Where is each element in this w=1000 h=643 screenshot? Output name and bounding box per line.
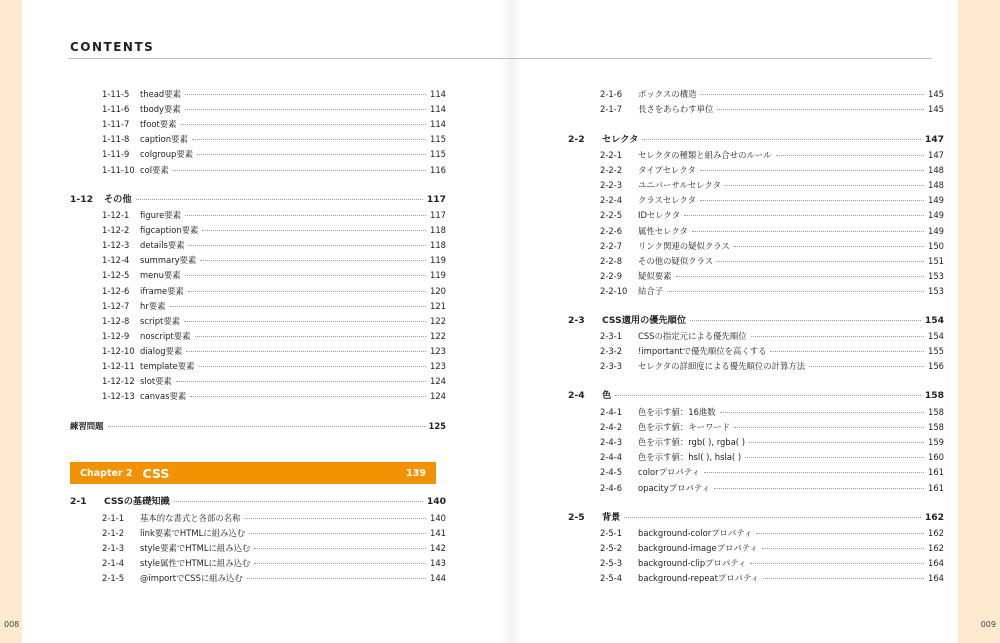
dot-leader [136, 199, 423, 200]
toc-number: 1-12-10 [102, 345, 135, 356]
toc-page: 153 [928, 285, 944, 296]
dot-leader [174, 501, 423, 502]
toc-entry [568, 88, 944, 100]
toc-page: 158 [928, 422, 944, 433]
dot-leader [745, 457, 924, 458]
toc-entry [70, 512, 446, 524]
dot-leader [197, 154, 426, 155]
toc-section-entry [70, 194, 446, 206]
toc-number: 2-2-2 [600, 165, 623, 176]
toc-title: タイプセレクタ [638, 165, 696, 176]
toc-number: 1-11-6 [102, 104, 130, 115]
toc-title: セレクタの詳細度による優先順位の計算方法 [638, 361, 806, 372]
dot-leader [188, 291, 426, 292]
toc-page: 149 [928, 195, 944, 206]
toc-title: ボックスの構造 [638, 89, 697, 99]
toc-number: 2-3 [568, 315, 585, 326]
toc-title: slot要素 [140, 376, 172, 387]
toc-title: 背景 [602, 512, 621, 523]
dot-leader [700, 170, 924, 171]
toc-page: 155 [928, 346, 944, 357]
toc-entry [568, 572, 944, 584]
toc-number: 2-2-4 [600, 195, 623, 206]
toc-title: colgroup要素 [140, 149, 194, 160]
toc-number: 2-1-7 [600, 104, 623, 115]
toc-title: thead要素 [140, 89, 181, 99]
toc-title: colorプロパティ [638, 467, 700, 478]
toc-title: 結合子 [638, 285, 664, 296]
toc-page: 145 [928, 89, 944, 99]
dot-leader [245, 518, 427, 519]
dot-leader [186, 351, 426, 352]
toc-number: 2-2-1 [600, 150, 623, 160]
toc-title: 疑似要素 [638, 270, 672, 281]
toc-page: 123 [430, 361, 446, 371]
dot-leader [704, 472, 924, 473]
toc-entry [568, 436, 944, 448]
toc-number: 1-12-9 [102, 330, 130, 341]
toc-number: 2-1-2 [102, 528, 125, 539]
toc-title: background-repeatプロパティ [638, 573, 760, 584]
toc-number: 2-2-3 [600, 180, 623, 191]
dot-leader [770, 351, 924, 352]
chapter-banner [70, 462, 436, 484]
toc-page: 158 [928, 407, 944, 417]
toc-number: 1-12-11 [102, 361, 135, 371]
toc-entry [70, 118, 446, 130]
chapter-page: 139 [406, 467, 426, 479]
toc-page: 159 [928, 437, 944, 448]
toc-number: 1-12-3 [102, 240, 130, 251]
toc-entry [568, 542, 944, 554]
toc-page: 162 [928, 528, 944, 538]
toc-entry [70, 239, 446, 251]
toc-number: 1-12-8 [102, 315, 130, 326]
toc-number: 1-11-8 [102, 134, 130, 145]
gutter [500, 0, 522, 643]
page-title: CONTENTS [70, 40, 155, 54]
toc-page: 122 [430, 330, 446, 341]
dot-leader [173, 170, 426, 171]
toc-page: 154 [928, 331, 944, 341]
toc-page: 144 [430, 573, 446, 584]
toc-entry [568, 482, 944, 494]
dot-leader [189, 245, 426, 246]
toc-title: その他 [104, 194, 132, 205]
toc-title: ユニバーサルセレクタ [638, 180, 721, 191]
toc-title: caption要素 [140, 134, 188, 145]
dot-leader [254, 548, 426, 549]
toc-title: 色を示す値：キーワード [638, 422, 731, 433]
toc-title: 属性セレクタ [638, 225, 688, 236]
toc-page: 142 [430, 543, 446, 554]
toc-number: 1-12-2 [102, 225, 130, 236]
toc-page: 149 [928, 225, 944, 236]
toc-number: 2-3-2 [600, 346, 623, 357]
toc-number: 2-2-8 [600, 255, 623, 266]
toc-title: figure要素 [140, 210, 182, 220]
toc-number: 2-2-5 [600, 210, 623, 221]
toc-page: 115 [430, 149, 446, 160]
toc-entry [70, 269, 446, 281]
toc-title: リンク関連の疑似クラス [638, 240, 730, 251]
toc-entry [70, 345, 446, 357]
toc-number: 2-5-1 [600, 528, 623, 538]
dot-leader [667, 291, 924, 292]
toc-page: 153 [928, 270, 944, 281]
dot-leader [720, 412, 924, 413]
toc-entry [568, 240, 944, 252]
toc-entry [568, 406, 944, 418]
toc-entry [568, 270, 944, 282]
toc-page: 120 [430, 285, 446, 296]
dot-leader [249, 533, 426, 534]
toc-page: 125 [428, 421, 446, 431]
dot-leader [714, 488, 924, 489]
toc-entry [568, 451, 944, 463]
toc-page: 143 [430, 558, 446, 569]
page-number-left: 008 [4, 620, 20, 629]
dot-leader [624, 517, 920, 518]
toc-entry [568, 330, 944, 342]
toc-entry [70, 164, 446, 176]
toc-number: 2-5-3 [600, 558, 623, 569]
dot-leader [690, 320, 921, 321]
toc-number: 2-1-1 [102, 513, 125, 523]
toc-entry [70, 330, 446, 342]
toc-entry [70, 88, 446, 100]
toc-title: 基本的な書式と各部の名称 [140, 513, 241, 523]
dot-leader [199, 366, 426, 367]
toc-entry [70, 527, 446, 539]
toc-number: 1-12-13 [102, 391, 135, 402]
toc-page: 161 [928, 467, 944, 478]
toc-number: 1-12 [70, 194, 93, 205]
dot-leader [750, 563, 924, 564]
toc-number: 2-4-4 [600, 452, 623, 463]
dot-leader [200, 260, 426, 261]
toc-number: 2-1-4 [102, 558, 125, 569]
toc-title: background-colorプロパティ [638, 528, 753, 538]
toc-number: 2-4 [568, 390, 585, 401]
toc-number: 2-2-6 [600, 225, 623, 236]
toc-title: style要素でHTMLに組み込む [140, 543, 251, 554]
toc-number: 2-2-9 [600, 270, 623, 281]
toc-number: 1-12-7 [102, 300, 130, 311]
toc-page: 141 [430, 528, 446, 539]
dot-leader [184, 321, 426, 322]
toc-section-entry [568, 315, 944, 327]
dot-leader [202, 230, 426, 231]
toc-entry [568, 557, 944, 569]
toc-entry [70, 557, 446, 569]
toc-entry [568, 149, 944, 161]
dot-leader [254, 563, 426, 564]
toc-page: 123 [430, 345, 446, 356]
toc-entry [70, 375, 446, 387]
toc-entry [568, 179, 944, 191]
toc-entry [568, 103, 944, 115]
chapter-label: Chapter 2 [80, 467, 133, 479]
toc-entry [70, 360, 446, 372]
toc-number: 2-4-1 [600, 407, 623, 417]
toc-title: !importantで優先順位を高くする [638, 346, 767, 357]
dot-leader [247, 578, 426, 579]
toc-page: 147 [928, 150, 944, 160]
toc-entry [568, 209, 944, 221]
toc-number: 1-12-12 [102, 376, 135, 387]
toc-section-entry [568, 512, 944, 524]
dot-leader [700, 200, 924, 201]
toc-title: iframe要素 [140, 285, 184, 296]
toc-number: 2-5 [568, 512, 585, 523]
toc-page: 118 [430, 240, 446, 251]
toc-title: セレクタ [602, 134, 639, 145]
toc-title: opacityプロパティ [638, 482, 710, 493]
toc-page: 140 [430, 513, 446, 523]
toc-title: @importでCSSに組み込む [140, 573, 243, 584]
toc-number: 2-2 [568, 134, 585, 145]
dot-leader [192, 139, 426, 140]
toc-number: 1-11-10 [102, 164, 135, 175]
toc-page: 124 [430, 376, 446, 387]
toc-title: 色 [602, 390, 612, 401]
dot-leader [756, 533, 924, 534]
toc-page: 114 [430, 104, 446, 115]
toc-title: background-imageプロパティ [638, 543, 758, 554]
toc-entry [568, 421, 944, 433]
toc-number: 2-2-7 [600, 240, 623, 251]
toc-number: 2-5-2 [600, 543, 623, 554]
toc-title: summary要素 [140, 255, 197, 266]
toc-number: 1-11-5 [102, 89, 130, 99]
toc-entry [568, 345, 944, 357]
toc-entry [568, 194, 944, 206]
toc-page: 121 [430, 300, 446, 311]
toc-entry [568, 466, 944, 478]
toc-number: 2-1 [70, 496, 87, 507]
toc-title: 色を示す値：16進数 [638, 407, 716, 417]
dot-leader [725, 185, 924, 186]
dot-leader [185, 94, 426, 95]
chapter-name: CSS [142, 465, 170, 481]
toc-page: 162 [924, 512, 944, 523]
toc-number: 1-11-9 [102, 149, 130, 160]
toc-page: 117 [430, 210, 446, 220]
toc-entry [70, 315, 446, 327]
toc-title: セレクタの種類と組み合せのルール [638, 150, 772, 160]
dot-leader [185, 215, 426, 216]
toc-number: 1-12-5 [102, 270, 130, 281]
toc-page: 149 [928, 210, 944, 221]
toc-number: 2-3-1 [600, 331, 623, 341]
toc-section-entry [568, 134, 944, 146]
dot-leader [692, 231, 924, 232]
dot-leader [181, 124, 426, 125]
dot-leader [185, 275, 426, 276]
dot-leader [684, 215, 924, 216]
toc-page: 151 [928, 255, 944, 266]
toc-number: 2-1-6 [600, 89, 623, 99]
toc-page: 124 [430, 391, 446, 402]
toc-page: 164 [928, 573, 944, 584]
toc-page: 148 [928, 165, 944, 176]
book-spread [22, 0, 958, 643]
toc-title: template要素 [140, 361, 195, 371]
dot-leader [642, 139, 920, 140]
toc-page: 117 [426, 194, 446, 205]
toc-entry [70, 285, 446, 297]
toc-title: CSSの指定元による優先順位 [638, 331, 747, 341]
toc-title: noscript要素 [140, 330, 191, 341]
toc-title: hr要素 [140, 300, 166, 311]
toc-number: 2-4-3 [600, 437, 623, 448]
toc-entry [568, 527, 944, 539]
toc-entry [568, 225, 944, 237]
toc-page: 145 [928, 104, 944, 115]
dot-leader [749, 442, 924, 443]
toc-number: 2-4-5 [600, 467, 623, 478]
dot-leader [676, 276, 925, 277]
toc-number: 2-2-10 [600, 285, 628, 296]
toc-entry [70, 209, 446, 221]
toc-title: menu要素 [140, 270, 181, 281]
toc-page: 114 [430, 89, 446, 99]
toc-title: IDセレクタ [638, 210, 681, 221]
dot-leader [701, 94, 924, 95]
toc-title: 長さをあらわす単位 [638, 104, 714, 115]
toc-title: canvas要素 [140, 391, 187, 402]
toc-title: link要素でHTMLに組み込む [140, 528, 246, 539]
dot-leader [190, 396, 426, 397]
toc-page: 158 [924, 390, 944, 401]
toc-title: dialog要素 [140, 345, 183, 356]
page-number-right: 009 [980, 620, 996, 629]
toc-page: 150 [928, 240, 944, 251]
toc-number: 1-12-1 [102, 210, 130, 220]
toc-title: 色を示す値：rgb( ), rgba( ) [638, 437, 745, 448]
toc-number: 2-5-4 [600, 573, 623, 584]
toc-page: 119 [430, 270, 446, 281]
toc-page: 164 [928, 558, 944, 569]
toc-title: background-clipプロパティ [638, 558, 747, 569]
toc-title: style属性でHTMLに組み込む [140, 558, 251, 569]
dot-leader [176, 381, 426, 382]
toc-entry [568, 285, 944, 297]
toc-title: CSS適用の優先順位 [602, 315, 687, 326]
toc-title: 色を示す値：hsl( ), hsla( ) [638, 452, 742, 463]
dot-leader [751, 336, 924, 337]
dot-leader [734, 427, 924, 428]
toc-page: 156 [928, 361, 944, 372]
toc-number: 2-4-6 [600, 482, 623, 493]
toc-page: 118 [430, 225, 446, 236]
toc-entry [568, 164, 944, 176]
toc-number: 1-12-6 [102, 285, 130, 296]
toc-title: details要素 [140, 240, 185, 251]
toc-title: クラスセレクタ [638, 195, 697, 206]
toc-title: tfoot要素 [140, 119, 177, 130]
toc-entry [568, 360, 944, 372]
toc-entry [70, 148, 446, 160]
dot-leader [170, 306, 426, 307]
toc-page: 115 [430, 134, 446, 145]
toc-number: 2-1-3 [102, 543, 125, 554]
toc-page: 122 [430, 315, 446, 326]
toc-title: script要素 [140, 315, 181, 326]
toc-section-entry [70, 496, 446, 508]
dot-leader [185, 109, 426, 110]
toc-entry [70, 254, 446, 266]
dot-leader [717, 261, 924, 262]
toc-title: CSSの基礎知識 [104, 496, 170, 507]
toc-number: 1-11-7 [102, 119, 130, 130]
toc-title: tbody要素 [140, 104, 181, 115]
dot-leader [762, 548, 924, 549]
dot-leader [763, 578, 924, 579]
toc-number: 2-1-5 [102, 573, 125, 584]
toc-page: 162 [928, 543, 944, 554]
toc-title: col要素 [140, 164, 169, 175]
dot-leader [717, 109, 924, 110]
toc-practice-entry [70, 420, 446, 432]
toc-page: 147 [924, 134, 944, 145]
toc-page: 161 [928, 482, 944, 493]
dot-leader [195, 336, 426, 337]
toc-entry [70, 103, 446, 115]
header-rule [68, 58, 932, 59]
toc-entry [70, 390, 446, 402]
dot-leader [809, 366, 924, 367]
toc-entry [70, 224, 446, 236]
toc-entry [70, 542, 446, 554]
toc-entry [70, 572, 446, 584]
toc-entry [70, 133, 446, 145]
toc-page: 160 [928, 452, 944, 463]
toc-title: その他の疑似クラス [638, 255, 714, 266]
toc-number: 1-12-4 [102, 255, 130, 266]
dot-leader [734, 246, 924, 247]
toc-title: 練習問題 [70, 421, 104, 431]
toc-page: 114 [430, 119, 446, 130]
toc-number: 2-3-3 [600, 361, 623, 372]
toc-page: 119 [430, 255, 446, 266]
toc-page: 154 [924, 315, 944, 326]
toc-entry [568, 255, 944, 267]
toc-page: 116 [430, 164, 446, 175]
toc-entry [70, 300, 446, 312]
toc-section-entry [568, 390, 944, 402]
dot-leader [108, 426, 425, 427]
toc-number: 2-4-2 [600, 422, 623, 433]
toc-page: 148 [928, 180, 944, 191]
dot-leader [776, 155, 925, 156]
toc-title: figcaption要素 [140, 225, 199, 236]
toc-page: 140 [426, 496, 446, 507]
dot-leader [615, 395, 921, 396]
